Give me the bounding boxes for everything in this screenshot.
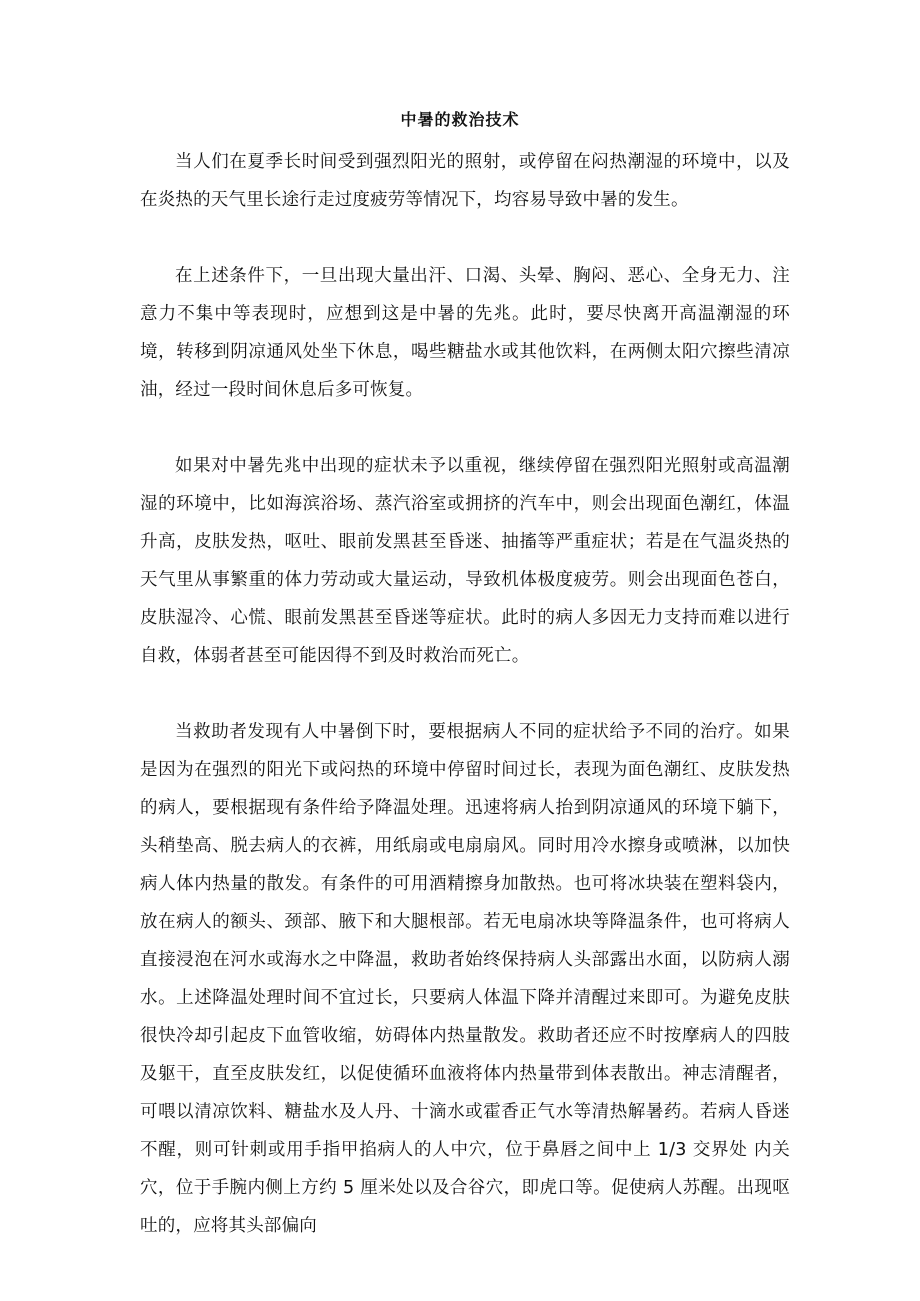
paragraph-1: 当人们在夏季长时间受到强烈阳光的照射，或停留在闷热潮湿的环境中，以及在炎热的天气里长途行走过度疲劳等情况下，均容易导致中暑的发生。 bbox=[140, 152, 790, 210]
document-body bbox=[140, 143, 790, 1245]
paragraph-4: 当救助者发现有人中暑倒下时，要根据病人不同的症状给予不同的治疗。如果是因为在强烈的阳光下或闷热的环境中停留时间过长，表现为面色潮红、皮肤发热的病人，要根据现有条件给予降温处理。迅速将病人抬到阴凉通风的环境下躺下，头稍垫高、脱去病人的衣裤，用纸扇或电扇扇风。同时用冷水擦身或喷淋，以加快病人体内热量的散发。有条件的可用酒精擦身加散热。也可将冰块装在塑料袋内，放在病人的额头、颈部、腋下和大腿根部。若无电扇冰块等降温条件，也可将病人直接浸泡在河水或海水之中降温，救助者始终保持病人头部露出水面，以防病人溺水。上述降温处理时间不宜过长，只要病人体温下降并清醒过来即可。为避免皮肤很快冷却引起皮下血管收缩，妨碍体内热量散发。救助者还应不时按摩病人的四肢及躯干，直至皮肤发红，以促使循环血液将体内热量带到体表散出。神志清醒者，可喂以清凉饮料、糖盐水及人丹、十滴水或霍香正气水等清热解暑药。若病人昏迷不醒，则可针刺或用手指甲掐病人的人中穴，位于鼻唇之间中上 1/3 交界处 内关穴，位于手腕内侧上方约 5 厘米处以及合谷穴，即虎口等。促使病人苏醒。出现呕吐的，应将其头部偏向 bbox=[140, 722, 790, 1236]
paragraph-3: 如果对中暑先兆中出现的症状未予以重视，继续停留在强烈阳光照射或高温潮湿的环境中，比如海滨浴场、蒸汽浴室或拥挤的汽车中，则会出现面色潮红，体温升高，皮肤发热，呕吐、眼前发黑甚至昏迷、抽搐等严重症状；若是在气温炎热的天气里从事繁重的体力劳动或大量运动，导致机体极度疲劳。则会出现面色苍白，皮肤湿冷、心慌、眼前发黑甚至昏迷等症状。此时的病人多因无力支持而难以进行自救，体弱者甚至可能因得不到及时救治而死亡。 bbox=[140, 456, 790, 666]
paragraph-2: 在上述条件下，一旦出现大量出汗、口渴、头晕、胸闷、恶心、全身无力、注意力不集中等表现时，应想到这是中暑的先兆。此时，要尽快离开高温潮湿的环境，转移到阴凉通风处坐下休息，喝些糖盐水或其他饮料，在两侧太阳穴擦些清凉油，经过一段时间休息后多可恢复。 bbox=[140, 266, 790, 400]
document-title: 中暑的救治技术 bbox=[400, 110, 520, 129]
